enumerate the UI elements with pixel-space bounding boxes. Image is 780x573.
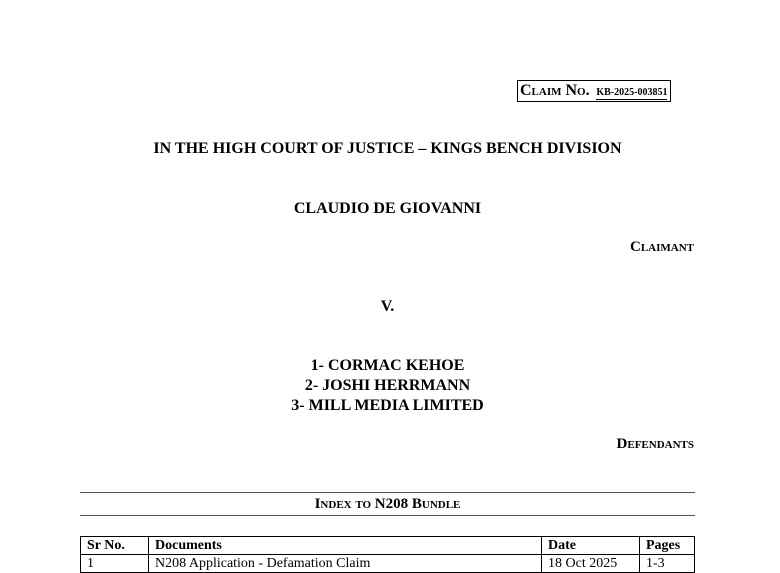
claim-number-box	[517, 80, 671, 102]
cell-date: 18 Oct 2025	[542, 555, 640, 573]
versus-label: V.	[380, 298, 395, 315]
defendant-1: 1- CORMAC KEHOE	[310, 357, 465, 374]
claim-number-label: Claim No.	[520, 82, 590, 99]
claimant-role-label: Claimant	[629, 239, 694, 255]
defendant-3: 3- MILL MEDIA LIMITED	[291, 397, 484, 414]
table-row	[81, 555, 695, 573]
claimant-name: CLAUDIO DE GIOVANNI	[293, 200, 482, 217]
claim-number-value: KB-2025-003851	[596, 87, 668, 98]
cell-pages: 1-3	[640, 555, 695, 573]
defendants-role-label: Defendants	[616, 436, 694, 452]
header-date: Date	[542, 537, 640, 555]
defendants-list	[0, 356, 775, 416]
defendant-2: 2- JOSHI HERRMANN	[304, 377, 471, 394]
table-header-row	[81, 537, 695, 555]
cell-sr-no: 1	[81, 555, 149, 573]
court-heading: IN THE HIGH COURT OF JUSTICE – KINGS BENCH DIVISION	[153, 140, 622, 157]
header-documents: Documents	[149, 537, 542, 555]
header-sr-no: Sr No.	[81, 537, 149, 555]
index-title: Index to N208 Bundle	[80, 492, 695, 516]
header-pages: Pages	[640, 537, 695, 555]
index-table	[80, 536, 695, 573]
cell-document: N208 Application - Defamation Claim	[149, 555, 542, 573]
